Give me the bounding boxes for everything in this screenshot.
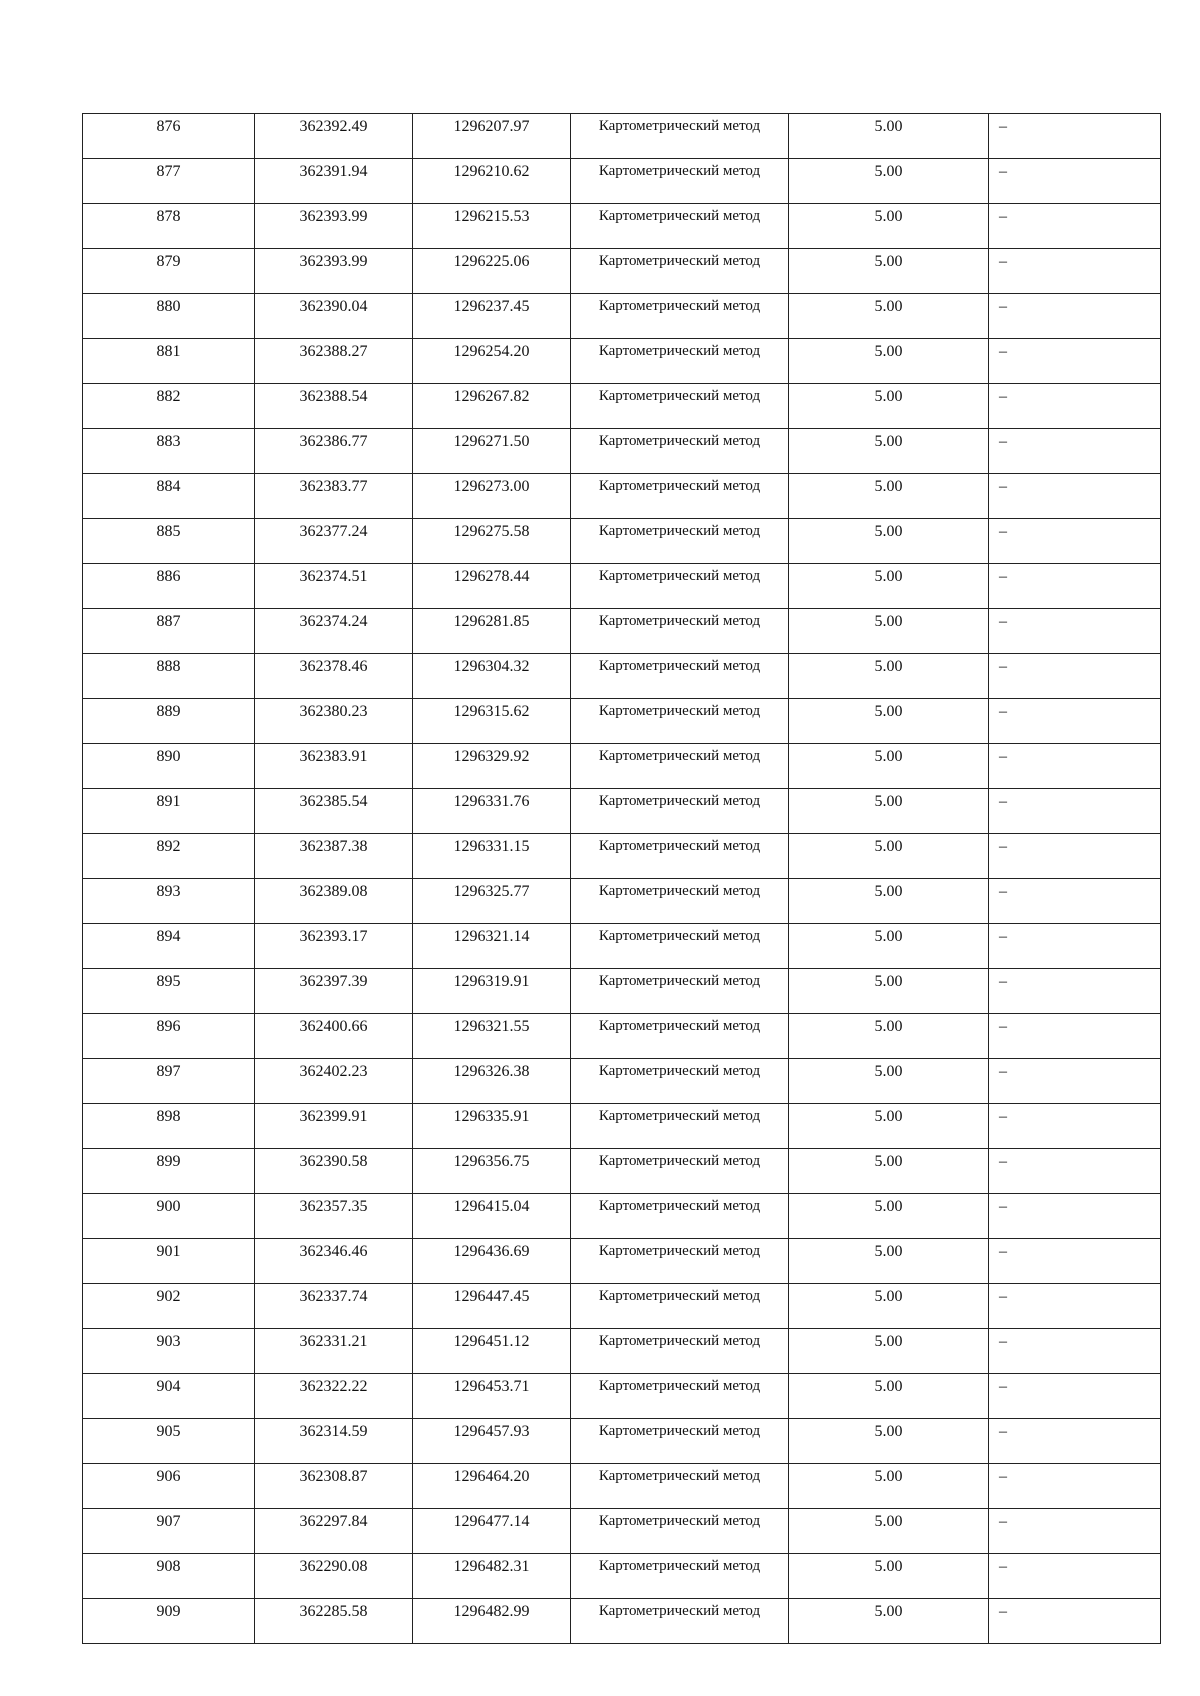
description-cell: – bbox=[989, 699, 1161, 744]
point-number-cell: 896 bbox=[83, 1014, 255, 1059]
y-coordinate-cell: 1296329.92 bbox=[413, 744, 571, 789]
accuracy-cell: 5.00 bbox=[789, 384, 989, 429]
method-cell: Картометрический метод bbox=[571, 789, 789, 834]
accuracy-cell: 5.00 bbox=[789, 159, 989, 204]
y-coordinate-cell: 1296207.97 bbox=[413, 114, 571, 159]
description-cell: – bbox=[989, 1599, 1161, 1644]
y-coordinate-cell: 1296271.50 bbox=[413, 429, 571, 474]
method-cell: Картометрический метод bbox=[571, 339, 789, 384]
method-cell: Картометрический метод bbox=[571, 879, 789, 924]
method-cell: Картометрический метод bbox=[571, 1194, 789, 1239]
table-row bbox=[83, 1014, 1161, 1059]
x-coordinate-cell: 362346.46 bbox=[255, 1239, 413, 1284]
method-cell: Картометрический метод bbox=[571, 384, 789, 429]
accuracy-cell: 5.00 bbox=[789, 1509, 989, 1554]
point-number-cell: 907 bbox=[83, 1509, 255, 1554]
point-number-cell: 887 bbox=[83, 609, 255, 654]
y-coordinate-cell: 1296225.06 bbox=[413, 249, 571, 294]
y-coordinate-cell: 1296482.99 bbox=[413, 1599, 571, 1644]
table-row bbox=[83, 924, 1161, 969]
x-coordinate-cell: 362388.54 bbox=[255, 384, 413, 429]
table-row bbox=[83, 1464, 1161, 1509]
y-coordinate-cell: 1296447.45 bbox=[413, 1284, 571, 1329]
y-coordinate-cell: 1296315.62 bbox=[413, 699, 571, 744]
point-number-cell: 892 bbox=[83, 834, 255, 879]
x-coordinate-cell: 362392.49 bbox=[255, 114, 413, 159]
method-cell: Картометрический метод bbox=[571, 294, 789, 339]
table-row bbox=[83, 1554, 1161, 1599]
description-cell: – bbox=[989, 294, 1161, 339]
x-coordinate-cell: 362322.22 bbox=[255, 1374, 413, 1419]
method-cell: Картометрический метод bbox=[571, 564, 789, 609]
description-cell: – bbox=[989, 1329, 1161, 1374]
description-cell: – bbox=[989, 1104, 1161, 1149]
y-coordinate-cell: 1296304.32 bbox=[413, 654, 571, 699]
table-row bbox=[83, 1419, 1161, 1464]
method-cell: Картометрический метод bbox=[571, 249, 789, 294]
method-cell: Картометрический метод bbox=[571, 204, 789, 249]
method-cell: Картометрический метод bbox=[571, 969, 789, 1014]
y-coordinate-cell: 1296215.53 bbox=[413, 204, 571, 249]
x-coordinate-cell: 362402.23 bbox=[255, 1059, 413, 1104]
method-cell: Картометрический метод bbox=[571, 1509, 789, 1554]
coordinates-table-body bbox=[83, 114, 1161, 1644]
description-cell: – bbox=[989, 519, 1161, 564]
method-cell: Картометрический метод bbox=[571, 1059, 789, 1104]
y-coordinate-cell: 1296321.14 bbox=[413, 924, 571, 969]
table-row bbox=[83, 384, 1161, 429]
y-coordinate-cell: 1296457.93 bbox=[413, 1419, 571, 1464]
table-row bbox=[83, 1239, 1161, 1284]
x-coordinate-cell: 362393.17 bbox=[255, 924, 413, 969]
accuracy-cell: 5.00 bbox=[789, 879, 989, 924]
description-cell: – bbox=[989, 474, 1161, 519]
point-number-cell: 905 bbox=[83, 1419, 255, 1464]
point-number-cell: 903 bbox=[83, 1329, 255, 1374]
point-number-cell: 877 bbox=[83, 159, 255, 204]
x-coordinate-cell: 362388.27 bbox=[255, 339, 413, 384]
x-coordinate-cell: 362377.24 bbox=[255, 519, 413, 564]
table-row bbox=[83, 474, 1161, 519]
description-cell: – bbox=[989, 834, 1161, 879]
method-cell: Картометрический метод bbox=[571, 1284, 789, 1329]
point-number-cell: 878 bbox=[83, 204, 255, 249]
table-row bbox=[83, 1599, 1161, 1644]
table-row bbox=[83, 339, 1161, 384]
accuracy-cell: 5.00 bbox=[789, 249, 989, 294]
accuracy-cell: 5.00 bbox=[789, 834, 989, 879]
x-coordinate-cell: 362285.58 bbox=[255, 1599, 413, 1644]
table-row bbox=[83, 744, 1161, 789]
point-number-cell: 899 bbox=[83, 1149, 255, 1194]
point-number-cell: 890 bbox=[83, 744, 255, 789]
accuracy-cell: 5.00 bbox=[789, 474, 989, 519]
y-coordinate-cell: 1296267.82 bbox=[413, 384, 571, 429]
table-row bbox=[83, 294, 1161, 339]
method-cell: Картометрический метод bbox=[571, 1599, 789, 1644]
description-cell: – bbox=[989, 1059, 1161, 1104]
accuracy-cell: 5.00 bbox=[789, 789, 989, 834]
table-row bbox=[83, 654, 1161, 699]
accuracy-cell: 5.00 bbox=[789, 1239, 989, 1284]
y-coordinate-cell: 1296477.14 bbox=[413, 1509, 571, 1554]
y-coordinate-cell: 1296415.04 bbox=[413, 1194, 571, 1239]
x-coordinate-cell: 362383.77 bbox=[255, 474, 413, 519]
description-cell: – bbox=[989, 564, 1161, 609]
point-number-cell: 900 bbox=[83, 1194, 255, 1239]
method-cell: Картометрический метод bbox=[571, 924, 789, 969]
method-cell: Картометрический метод bbox=[571, 159, 789, 204]
point-number-cell: 897 bbox=[83, 1059, 255, 1104]
table-row bbox=[83, 969, 1161, 1014]
description-cell: – bbox=[989, 1194, 1161, 1239]
x-coordinate-cell: 362399.91 bbox=[255, 1104, 413, 1149]
accuracy-cell: 5.00 bbox=[789, 1554, 989, 1599]
accuracy-cell: 5.00 bbox=[789, 204, 989, 249]
point-number-cell: 886 bbox=[83, 564, 255, 609]
method-cell: Картометрический метод bbox=[571, 1239, 789, 1284]
description-cell: – bbox=[989, 1149, 1161, 1194]
method-cell: Картометрический метод bbox=[571, 609, 789, 654]
x-coordinate-cell: 362390.04 bbox=[255, 294, 413, 339]
point-number-cell: 876 bbox=[83, 114, 255, 159]
x-coordinate-cell: 362357.35 bbox=[255, 1194, 413, 1239]
method-cell: Картометрический метод bbox=[571, 474, 789, 519]
description-cell: – bbox=[989, 159, 1161, 204]
x-coordinate-cell: 362385.54 bbox=[255, 789, 413, 834]
point-number-cell: 901 bbox=[83, 1239, 255, 1284]
x-coordinate-cell: 362389.08 bbox=[255, 879, 413, 924]
accuracy-cell: 5.00 bbox=[789, 564, 989, 609]
point-number-cell: 894 bbox=[83, 924, 255, 969]
accuracy-cell: 5.00 bbox=[789, 1104, 989, 1149]
accuracy-cell: 5.00 bbox=[789, 294, 989, 339]
description-cell: – bbox=[989, 879, 1161, 924]
y-coordinate-cell: 1296278.44 bbox=[413, 564, 571, 609]
table-row bbox=[83, 114, 1161, 159]
description-cell: – bbox=[989, 924, 1161, 969]
table-row bbox=[83, 519, 1161, 564]
accuracy-cell: 5.00 bbox=[789, 969, 989, 1014]
x-coordinate-cell: 362400.66 bbox=[255, 1014, 413, 1059]
point-number-cell: 893 bbox=[83, 879, 255, 924]
x-coordinate-cell: 362378.46 bbox=[255, 654, 413, 699]
accuracy-cell: 5.00 bbox=[789, 1149, 989, 1194]
accuracy-cell: 5.00 bbox=[789, 114, 989, 159]
y-coordinate-cell: 1296326.38 bbox=[413, 1059, 571, 1104]
description-cell: – bbox=[989, 1374, 1161, 1419]
y-coordinate-cell: 1296335.91 bbox=[413, 1104, 571, 1149]
description-cell: – bbox=[989, 1239, 1161, 1284]
accuracy-cell: 5.00 bbox=[789, 1194, 989, 1239]
y-coordinate-cell: 1296356.75 bbox=[413, 1149, 571, 1194]
description-cell: – bbox=[989, 1464, 1161, 1509]
point-number-cell: 882 bbox=[83, 384, 255, 429]
accuracy-cell: 5.00 bbox=[789, 1374, 989, 1419]
table-row bbox=[83, 1059, 1161, 1104]
method-cell: Картометрический метод bbox=[571, 1554, 789, 1599]
description-cell: – bbox=[989, 789, 1161, 834]
method-cell: Картометрический метод bbox=[571, 519, 789, 564]
y-coordinate-cell: 1296254.20 bbox=[413, 339, 571, 384]
table-row bbox=[83, 699, 1161, 744]
table-row bbox=[83, 1284, 1161, 1329]
description-cell: – bbox=[989, 609, 1161, 654]
point-number-cell: 908 bbox=[83, 1554, 255, 1599]
x-coordinate-cell: 362331.21 bbox=[255, 1329, 413, 1374]
x-coordinate-cell: 362337.74 bbox=[255, 1284, 413, 1329]
accuracy-cell: 5.00 bbox=[789, 1329, 989, 1374]
point-number-cell: 889 bbox=[83, 699, 255, 744]
point-number-cell: 909 bbox=[83, 1599, 255, 1644]
description-cell: – bbox=[989, 384, 1161, 429]
accuracy-cell: 5.00 bbox=[789, 339, 989, 384]
description-cell: – bbox=[989, 654, 1161, 699]
y-coordinate-cell: 1296275.58 bbox=[413, 519, 571, 564]
method-cell: Картометрический метод bbox=[571, 1464, 789, 1509]
method-cell: Картометрический метод bbox=[571, 1329, 789, 1374]
accuracy-cell: 5.00 bbox=[789, 1014, 989, 1059]
method-cell: Картометрический метод bbox=[571, 1149, 789, 1194]
description-cell: – bbox=[989, 249, 1161, 294]
x-coordinate-cell: 362314.59 bbox=[255, 1419, 413, 1464]
point-number-cell: 895 bbox=[83, 969, 255, 1014]
method-cell: Картометрический метод bbox=[571, 114, 789, 159]
description-cell: – bbox=[989, 429, 1161, 474]
y-coordinate-cell: 1296281.85 bbox=[413, 609, 571, 654]
table-row bbox=[83, 204, 1161, 249]
point-number-cell: 891 bbox=[83, 789, 255, 834]
table-row bbox=[83, 249, 1161, 294]
method-cell: Картометрический метод bbox=[571, 1419, 789, 1464]
method-cell: Картометрический метод bbox=[571, 744, 789, 789]
x-coordinate-cell: 362397.39 bbox=[255, 969, 413, 1014]
table-row bbox=[83, 789, 1161, 834]
y-coordinate-cell: 1296321.55 bbox=[413, 1014, 571, 1059]
y-coordinate-cell: 1296464.20 bbox=[413, 1464, 571, 1509]
y-coordinate-cell: 1296482.31 bbox=[413, 1554, 571, 1599]
x-coordinate-cell: 362308.87 bbox=[255, 1464, 413, 1509]
x-coordinate-cell: 362374.51 bbox=[255, 564, 413, 609]
accuracy-cell: 5.00 bbox=[789, 744, 989, 789]
accuracy-cell: 5.00 bbox=[789, 699, 989, 744]
x-coordinate-cell: 362386.77 bbox=[255, 429, 413, 474]
x-coordinate-cell: 362297.84 bbox=[255, 1509, 413, 1554]
table-row bbox=[83, 159, 1161, 204]
y-coordinate-cell: 1296210.62 bbox=[413, 159, 571, 204]
point-number-cell: 906 bbox=[83, 1464, 255, 1509]
y-coordinate-cell: 1296273.00 bbox=[413, 474, 571, 519]
table-row bbox=[83, 834, 1161, 879]
accuracy-cell: 5.00 bbox=[789, 429, 989, 474]
accuracy-cell: 5.00 bbox=[789, 519, 989, 564]
point-number-cell: 881 bbox=[83, 339, 255, 384]
y-coordinate-cell: 1296325.77 bbox=[413, 879, 571, 924]
point-number-cell: 884 bbox=[83, 474, 255, 519]
description-cell: – bbox=[989, 1509, 1161, 1554]
table-row bbox=[83, 1104, 1161, 1149]
point-number-cell: 902 bbox=[83, 1284, 255, 1329]
y-coordinate-cell: 1296453.71 bbox=[413, 1374, 571, 1419]
point-number-cell: 888 bbox=[83, 654, 255, 699]
table-row bbox=[83, 1374, 1161, 1419]
y-coordinate-cell: 1296436.69 bbox=[413, 1239, 571, 1284]
method-cell: Картометрический метод bbox=[571, 834, 789, 879]
y-coordinate-cell: 1296451.12 bbox=[413, 1329, 571, 1374]
x-coordinate-cell: 362390.58 bbox=[255, 1149, 413, 1194]
x-coordinate-cell: 362383.91 bbox=[255, 744, 413, 789]
y-coordinate-cell: 1296319.91 bbox=[413, 969, 571, 1014]
point-number-cell: 885 bbox=[83, 519, 255, 564]
description-cell: – bbox=[989, 969, 1161, 1014]
point-number-cell: 904 bbox=[83, 1374, 255, 1419]
table-row bbox=[83, 1509, 1161, 1554]
method-cell: Картометрический метод bbox=[571, 654, 789, 699]
x-coordinate-cell: 362290.08 bbox=[255, 1554, 413, 1599]
point-number-cell: 898 bbox=[83, 1104, 255, 1149]
accuracy-cell: 5.00 bbox=[789, 1419, 989, 1464]
y-coordinate-cell: 1296331.15 bbox=[413, 834, 571, 879]
table-row bbox=[83, 879, 1161, 924]
method-cell: Картометрический метод bbox=[571, 1374, 789, 1419]
accuracy-cell: 5.00 bbox=[789, 1464, 989, 1509]
table-row bbox=[83, 1329, 1161, 1374]
y-coordinate-cell: 1296237.45 bbox=[413, 294, 571, 339]
description-cell: – bbox=[989, 1014, 1161, 1059]
accuracy-cell: 5.00 bbox=[789, 1059, 989, 1104]
accuracy-cell: 5.00 bbox=[789, 654, 989, 699]
x-coordinate-cell: 362391.94 bbox=[255, 159, 413, 204]
accuracy-cell: 5.00 bbox=[789, 924, 989, 969]
method-cell: Картометрический метод bbox=[571, 429, 789, 474]
method-cell: Картометрический метод bbox=[571, 699, 789, 744]
accuracy-cell: 5.00 bbox=[789, 1284, 989, 1329]
point-number-cell: 883 bbox=[83, 429, 255, 474]
coordinates-table bbox=[82, 113, 1161, 1644]
accuracy-cell: 5.00 bbox=[789, 609, 989, 654]
table-row bbox=[83, 429, 1161, 474]
description-cell: – bbox=[989, 1284, 1161, 1329]
description-cell: – bbox=[989, 1554, 1161, 1599]
table-row bbox=[83, 564, 1161, 609]
description-cell: – bbox=[989, 744, 1161, 789]
point-number-cell: 879 bbox=[83, 249, 255, 294]
x-coordinate-cell: 362393.99 bbox=[255, 204, 413, 249]
accuracy-cell: 5.00 bbox=[789, 1599, 989, 1644]
x-coordinate-cell: 362380.23 bbox=[255, 699, 413, 744]
table-row bbox=[83, 1194, 1161, 1239]
point-number-cell: 880 bbox=[83, 294, 255, 339]
x-coordinate-cell: 362393.99 bbox=[255, 249, 413, 294]
description-cell: – bbox=[989, 114, 1161, 159]
y-coordinate-cell: 1296331.76 bbox=[413, 789, 571, 834]
description-cell: – bbox=[989, 1419, 1161, 1464]
description-cell: – bbox=[989, 339, 1161, 384]
method-cell: Картометрический метод bbox=[571, 1014, 789, 1059]
table-row bbox=[83, 1149, 1161, 1194]
description-cell: – bbox=[989, 204, 1161, 249]
table-row bbox=[83, 609, 1161, 654]
x-coordinate-cell: 362387.38 bbox=[255, 834, 413, 879]
x-coordinate-cell: 362374.24 bbox=[255, 609, 413, 654]
method-cell: Картометрический метод bbox=[571, 1104, 789, 1149]
